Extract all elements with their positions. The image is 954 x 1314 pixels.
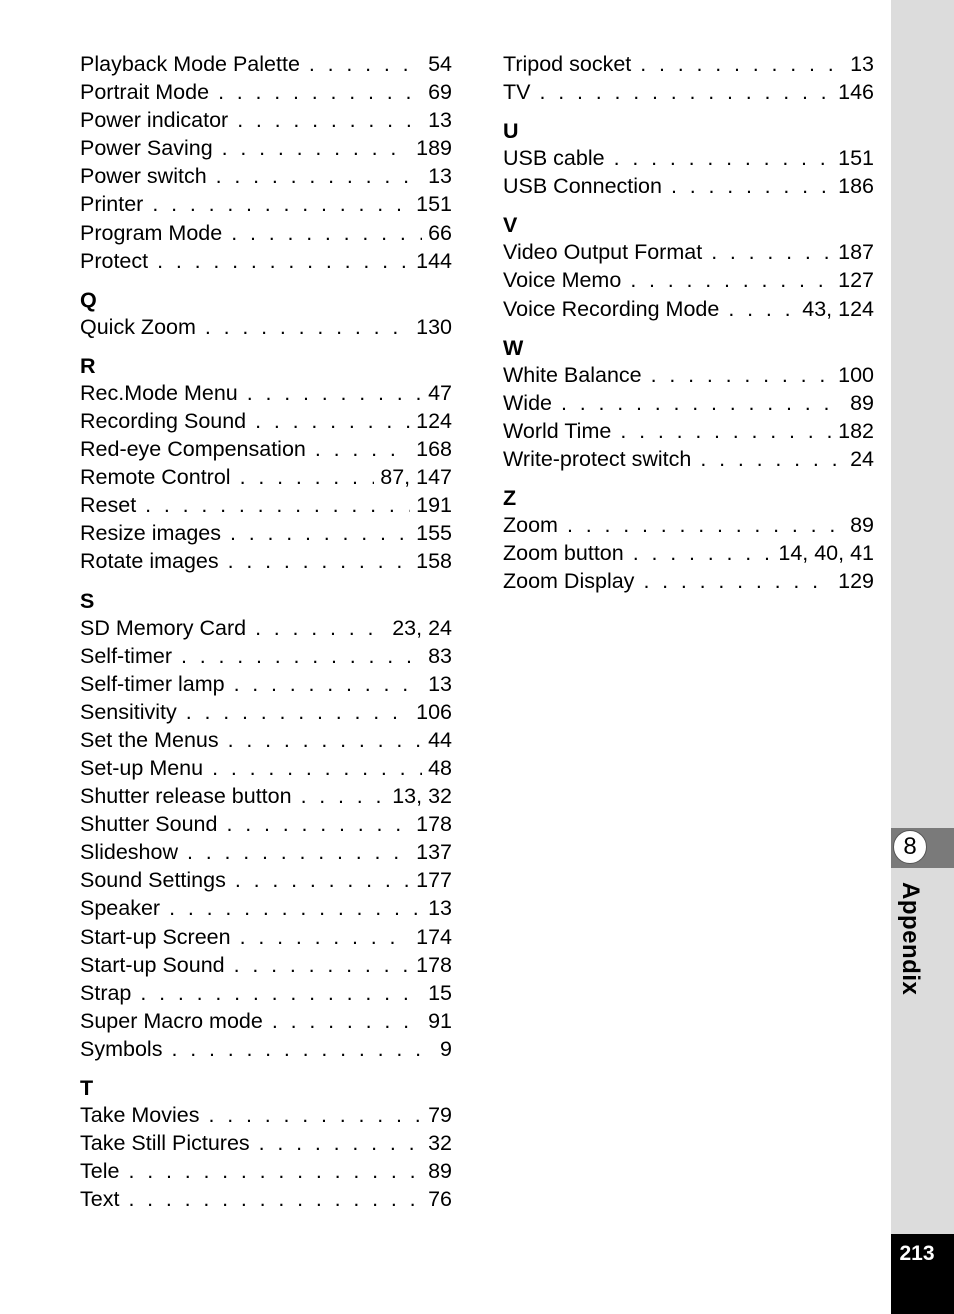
index-entry <box>80 698 452 726</box>
index-term: Write-protect switch <box>503 446 692 471</box>
index-entry <box>80 726 452 754</box>
index-entry <box>80 614 452 642</box>
page-number: 213 <box>899 1242 935 1265</box>
index-entry <box>80 407 452 435</box>
dot-leader <box>234 951 411 979</box>
dot-leader <box>240 923 411 951</box>
index-page-ref: 146 <box>838 80 874 105</box>
index-entry <box>503 144 874 172</box>
index-page-ref: 129 <box>838 569 874 594</box>
index-entry <box>80 1007 452 1035</box>
dot-leader <box>630 266 832 294</box>
index-entry <box>80 1157 452 1185</box>
chapter-sidebar <box>891 0 954 1314</box>
index-page-ref: 89 <box>850 390 874 415</box>
index-term: Strap <box>80 980 132 1005</box>
dot-leader <box>259 1129 422 1157</box>
index-entry <box>503 445 874 473</box>
index-entry <box>503 389 874 417</box>
index-entry <box>80 810 452 838</box>
index-entry <box>503 50 874 78</box>
index-page-ref: 13 <box>428 896 452 921</box>
index-page-ref: 106 <box>416 699 452 724</box>
dot-leader <box>157 247 410 275</box>
index-term: Power Saving <box>80 136 213 161</box>
index-column-right <box>503 50 874 595</box>
dot-leader <box>171 1035 434 1063</box>
index-entry <box>80 642 452 670</box>
dot-leader <box>205 313 410 341</box>
index-term: Portrait Mode <box>80 80 210 105</box>
dot-leader <box>226 810 410 838</box>
index-page-ref: 79 <box>428 1103 452 1127</box>
index-entry <box>80 979 452 1007</box>
index-entry <box>80 782 452 810</box>
index-term: Slideshow <box>80 840 178 865</box>
index-page-ref: 100 <box>838 362 874 387</box>
dot-leader <box>247 379 422 407</box>
dot-leader <box>231 219 422 247</box>
index-term: Zoom Display <box>503 569 635 594</box>
index-entry <box>80 219 452 247</box>
index-term: Sound Settings <box>80 868 226 893</box>
index-term: Take Still Pictures <box>80 1131 250 1156</box>
index-page-ref: 191 <box>416 493 452 518</box>
dot-leader <box>700 445 844 473</box>
index-page-ref: 89 <box>850 513 874 538</box>
dot-leader <box>228 547 410 575</box>
dot-leader <box>640 50 844 78</box>
dot-leader <box>561 389 844 417</box>
index-term: Remote Control <box>80 465 231 490</box>
dot-leader <box>301 782 387 810</box>
dot-leader <box>614 144 833 172</box>
index-term: Tele <box>80 1159 120 1184</box>
index-page-ref: 124 <box>416 408 452 433</box>
index-term: Set the Menus <box>80 727 219 752</box>
dot-leader <box>228 726 422 754</box>
index-letter-heading: R <box>80 353 96 378</box>
index-page-ref: 182 <box>838 418 874 443</box>
index-entry <box>80 435 452 463</box>
index-term: Shutter release button <box>80 784 292 809</box>
dot-leader <box>240 463 375 491</box>
index-page-ref: 151 <box>838 146 874 171</box>
dot-leader <box>671 172 832 200</box>
index-page-ref: 158 <box>416 549 452 574</box>
index-term: Speaker <box>80 896 161 921</box>
index-page-ref: 177 <box>416 868 452 893</box>
index-page-ref: 13, 32 <box>392 784 452 809</box>
index-term: White Balance <box>503 362 642 387</box>
index-entry <box>80 134 452 162</box>
index-page-ref: 48 <box>428 755 452 780</box>
dot-leader <box>255 614 386 642</box>
index-term: Reset <box>80 493 137 518</box>
dot-leader <box>216 162 422 190</box>
index-entry <box>503 172 874 200</box>
dot-leader <box>272 1007 422 1035</box>
dot-leader <box>235 866 410 894</box>
dot-leader <box>186 698 410 726</box>
dot-leader <box>222 134 410 162</box>
index-entry <box>503 78 874 106</box>
index-entry <box>80 1185 452 1213</box>
index-page-ref: 43, 124 <box>802 296 874 321</box>
dot-leader <box>128 1185 422 1213</box>
index-entry <box>80 78 452 106</box>
index-column-left <box>80 50 452 1213</box>
dot-leader <box>169 894 422 922</box>
index-page-ref: 13 <box>428 164 452 189</box>
index-entry <box>503 266 874 294</box>
index-entry <box>80 50 452 78</box>
dot-leader <box>315 435 410 463</box>
dot-leader <box>309 50 422 78</box>
index-page-ref: 168 <box>416 437 452 462</box>
index-entry <box>80 1129 452 1157</box>
index-entry <box>80 162 452 190</box>
index-letter-heading: T <box>80 1076 94 1100</box>
index-entry <box>80 866 452 894</box>
index-term: SD Memory Card <box>80 615 247 640</box>
index-page-ref: 83 <box>428 643 452 668</box>
dot-leader <box>651 361 832 389</box>
index-term: Resize images <box>80 521 221 546</box>
index-page-ref: 47 <box>428 380 452 405</box>
index-entry <box>80 923 452 951</box>
index-entry <box>80 106 452 134</box>
index-page-ref: 9 <box>440 1036 452 1061</box>
index-term: World Time <box>503 418 612 443</box>
index-entry <box>503 417 874 445</box>
index-entry <box>503 295 874 323</box>
index-entry <box>80 463 452 491</box>
dot-leader <box>711 238 832 266</box>
dot-leader <box>567 511 844 539</box>
index-term: Start-up Screen <box>80 924 231 949</box>
index-page-ref: 189 <box>416 136 452 161</box>
index-term: TV <box>503 80 531 105</box>
index-entry <box>503 361 874 389</box>
dot-leader <box>212 754 422 782</box>
index-term: Start-up Sound <box>80 952 225 977</box>
dot-leader <box>140 979 422 1007</box>
index-entry <box>80 379 452 407</box>
index-page-ref: 137 <box>416 840 452 865</box>
dot-leader <box>152 190 410 218</box>
index-term: Wide <box>503 390 552 415</box>
index-term: Program Mode <box>80 220 223 245</box>
index-page-ref: 178 <box>416 812 452 837</box>
index-term: USB Connection <box>503 174 662 199</box>
index-page-ref: 127 <box>838 268 874 293</box>
index-term: Sensitivity <box>80 699 177 724</box>
index-entry <box>80 951 452 979</box>
index-term: Tripod socket <box>503 52 632 76</box>
index-page-ref: 14, 40, 41 <box>778 541 874 566</box>
index-page-ref: 178 <box>416 952 452 977</box>
index-entry <box>80 247 452 275</box>
index-page-ref: 66 <box>428 220 452 245</box>
index-page-ref: 186 <box>838 174 874 199</box>
index-term: Rec.Mode Menu <box>80 380 238 405</box>
dot-leader <box>643 567 832 595</box>
index-page-ref: 54 <box>428 52 452 76</box>
index-term: Recording Sound <box>80 408 247 433</box>
index-term: Text <box>80 1187 120 1212</box>
chapter-number: 8 <box>893 830 927 864</box>
index-page-ref: 32 <box>428 1131 452 1156</box>
index-term: Zoom <box>503 513 558 538</box>
index-entry <box>80 1101 452 1129</box>
index-entry <box>80 894 452 922</box>
dot-leader <box>237 106 422 134</box>
index-term: Zoom button <box>503 541 624 566</box>
index-page-ref: 13 <box>850 52 874 76</box>
index-entry <box>80 519 452 547</box>
index-page-ref: 15 <box>428 980 452 1005</box>
dot-leader <box>728 295 796 323</box>
index-term: Video Output Format <box>503 240 703 265</box>
index-term: Playback Mode Palette <box>80 52 300 76</box>
dot-leader <box>633 539 773 567</box>
index-entry <box>503 511 874 539</box>
dot-leader <box>620 417 832 445</box>
index-page-ref: 69 <box>428 80 452 105</box>
index-page-ref: 76 <box>428 1187 452 1212</box>
index-page-ref: 24 <box>850 446 874 471</box>
index-page-ref: 13 <box>428 108 452 133</box>
dot-leader <box>209 1101 423 1129</box>
index-entry <box>80 547 452 575</box>
index-term: Red-eye Compensation <box>80 437 306 462</box>
index-term: Shutter Sound <box>80 812 218 837</box>
index-letter-heading: Z <box>503 486 517 511</box>
index-page-ref: 151 <box>416 192 452 217</box>
chapter-title: Appendix <box>897 882 924 996</box>
index-term: Protect <box>80 248 149 273</box>
index-term: Set-up Menu <box>80 755 204 780</box>
index-page-ref: 174 <box>416 924 452 949</box>
dot-leader <box>145 491 410 519</box>
index-entry <box>80 754 452 782</box>
index-entry <box>80 491 452 519</box>
index-term: Quick Zoom <box>80 314 196 339</box>
index-term: Self-timer <box>80 643 172 668</box>
dot-leader <box>230 519 410 547</box>
index-page-ref: 130 <box>416 314 452 339</box>
index-term: USB cable <box>503 146 605 171</box>
index-term: Take Movies <box>80 1103 200 1127</box>
index-page-ref: 87, 147 <box>380 465 452 490</box>
index-entry <box>503 567 874 595</box>
index-term: Printer <box>80 192 144 217</box>
index-page-ref: 155 <box>416 521 452 546</box>
index-entry <box>80 313 452 341</box>
index-term: Super Macro mode <box>80 1008 263 1033</box>
index-term: Self-timer lamp <box>80 671 225 696</box>
dot-leader <box>187 838 410 866</box>
index-page-ref: 89 <box>428 1159 452 1184</box>
dot-leader <box>255 407 410 435</box>
dot-leader <box>539 78 832 106</box>
dot-leader <box>218 78 422 106</box>
index-term: Symbols <box>80 1036 163 1061</box>
index-entry <box>503 539 874 567</box>
index-letter-heading: V <box>503 213 518 238</box>
index-page-ref: 187 <box>838 240 874 265</box>
index-letter-heading: Q <box>80 287 97 312</box>
index-entry <box>503 238 874 266</box>
index-page-ref: 13 <box>428 671 452 696</box>
index-letter-heading: S <box>80 588 95 613</box>
index-term: Rotate images <box>80 549 219 574</box>
index-term: Power indicator <box>80 108 229 133</box>
index-entry <box>80 838 452 866</box>
index-page-ref: 144 <box>416 248 452 273</box>
index-letter-heading: U <box>503 119 519 144</box>
dot-leader <box>234 670 423 698</box>
index-entry <box>80 190 452 218</box>
index-term: Voice Recording Mode <box>503 296 720 321</box>
index-term: Voice Memo <box>503 268 622 293</box>
index-page-ref: 23, 24 <box>392 615 452 640</box>
index-entry <box>80 1035 452 1063</box>
dot-leader <box>128 1157 422 1185</box>
index-page-ref: 44 <box>428 727 452 752</box>
index-term: Power switch <box>80 164 207 189</box>
index-page-ref: 91 <box>428 1008 452 1033</box>
index-entry <box>80 670 452 698</box>
dot-leader <box>181 642 422 670</box>
index-letter-heading: W <box>503 335 524 360</box>
